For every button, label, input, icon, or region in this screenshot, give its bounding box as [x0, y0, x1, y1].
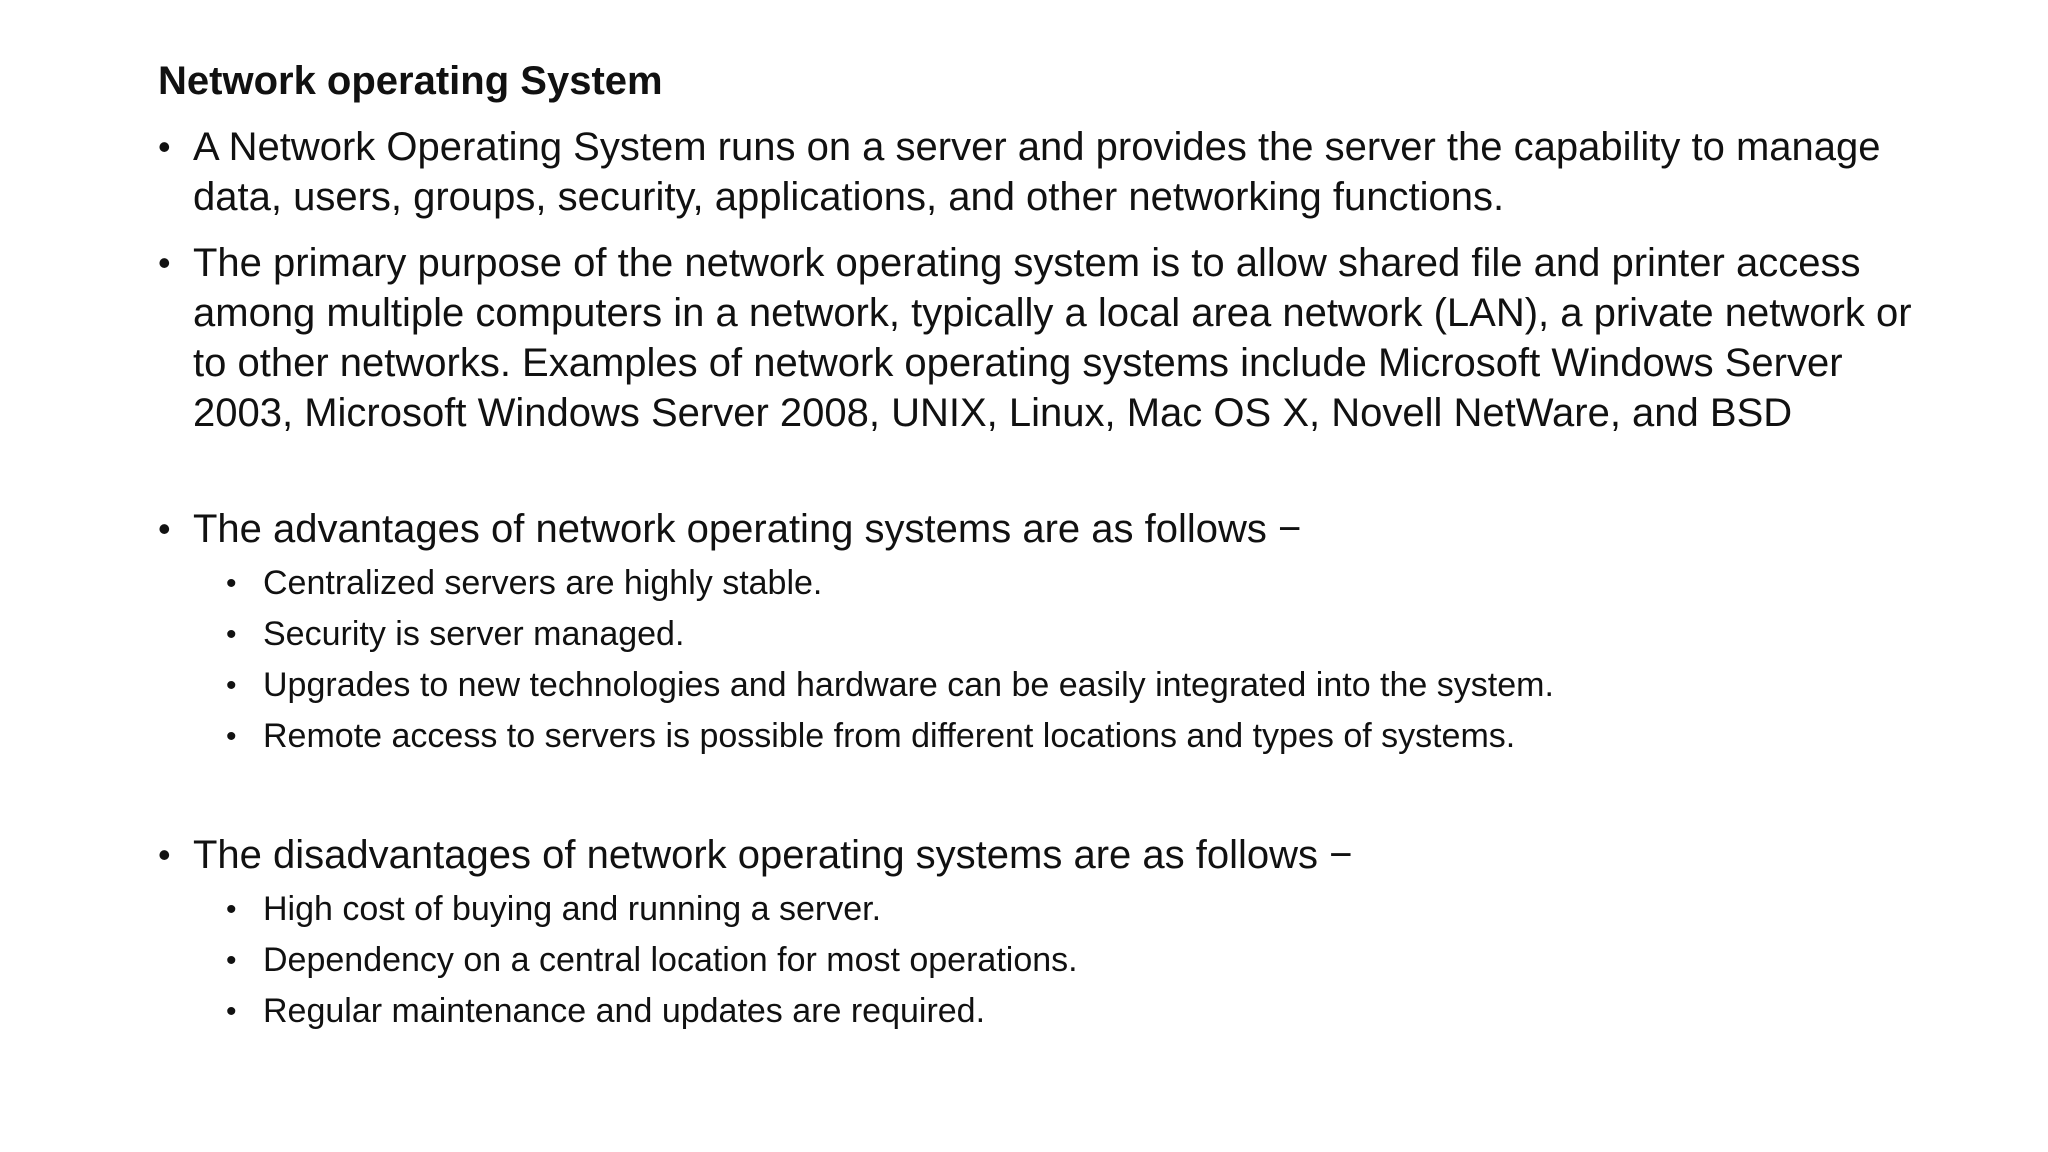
bullet-nos-definition: • A Network Operating System runs on a server and provides the server the capability to manage data, users, groups, security, applications, and other networking functions.	[158, 122, 1918, 222]
list-item: • Remote access to servers is possible from different locations and types of systems.	[158, 711, 1918, 762]
list-item: • Regular maintenance and updates are required.	[158, 986, 1918, 1037]
list-item: • Centralized servers are highly stable.	[158, 558, 1918, 609]
slide-content	[158, 122, 1918, 1037]
list-item: • Upgrades to new technologies and hardware can be easily integrated into the system.	[158, 660, 1918, 711]
list-item: • Security is server managed.	[158, 609, 1918, 660]
bullet-nos-purpose: • The primary purpose of the network operating system is to allow shared file and printer access among multiple computers in a network, typically a local area network (LAN), a private network or to other networks. Examples of network operating systems include Microsoft Windows Server 2003, Microsoft Windows Server 2008, UNIX, Linux, Mac OS X, Novell NetWare, and BSD	[158, 238, 1918, 438]
disadvantages-heading: • The disadvantages of network operating systems are as follows −	[158, 830, 1918, 880]
slide-title: Network operating System	[158, 59, 663, 103]
list-item: • Dependency on a central location for most operations.	[158, 935, 1918, 986]
spacer	[158, 438, 1918, 504]
spacer	[158, 762, 1918, 830]
advantages-list	[158, 558, 1918, 762]
spacer	[158, 222, 1918, 238]
list-item: • High cost of buying and running a server.	[158, 884, 1918, 935]
disadvantages-list	[158, 884, 1918, 1037]
advantages-heading: • The advantages of network operating systems are as follows −	[158, 504, 1918, 554]
